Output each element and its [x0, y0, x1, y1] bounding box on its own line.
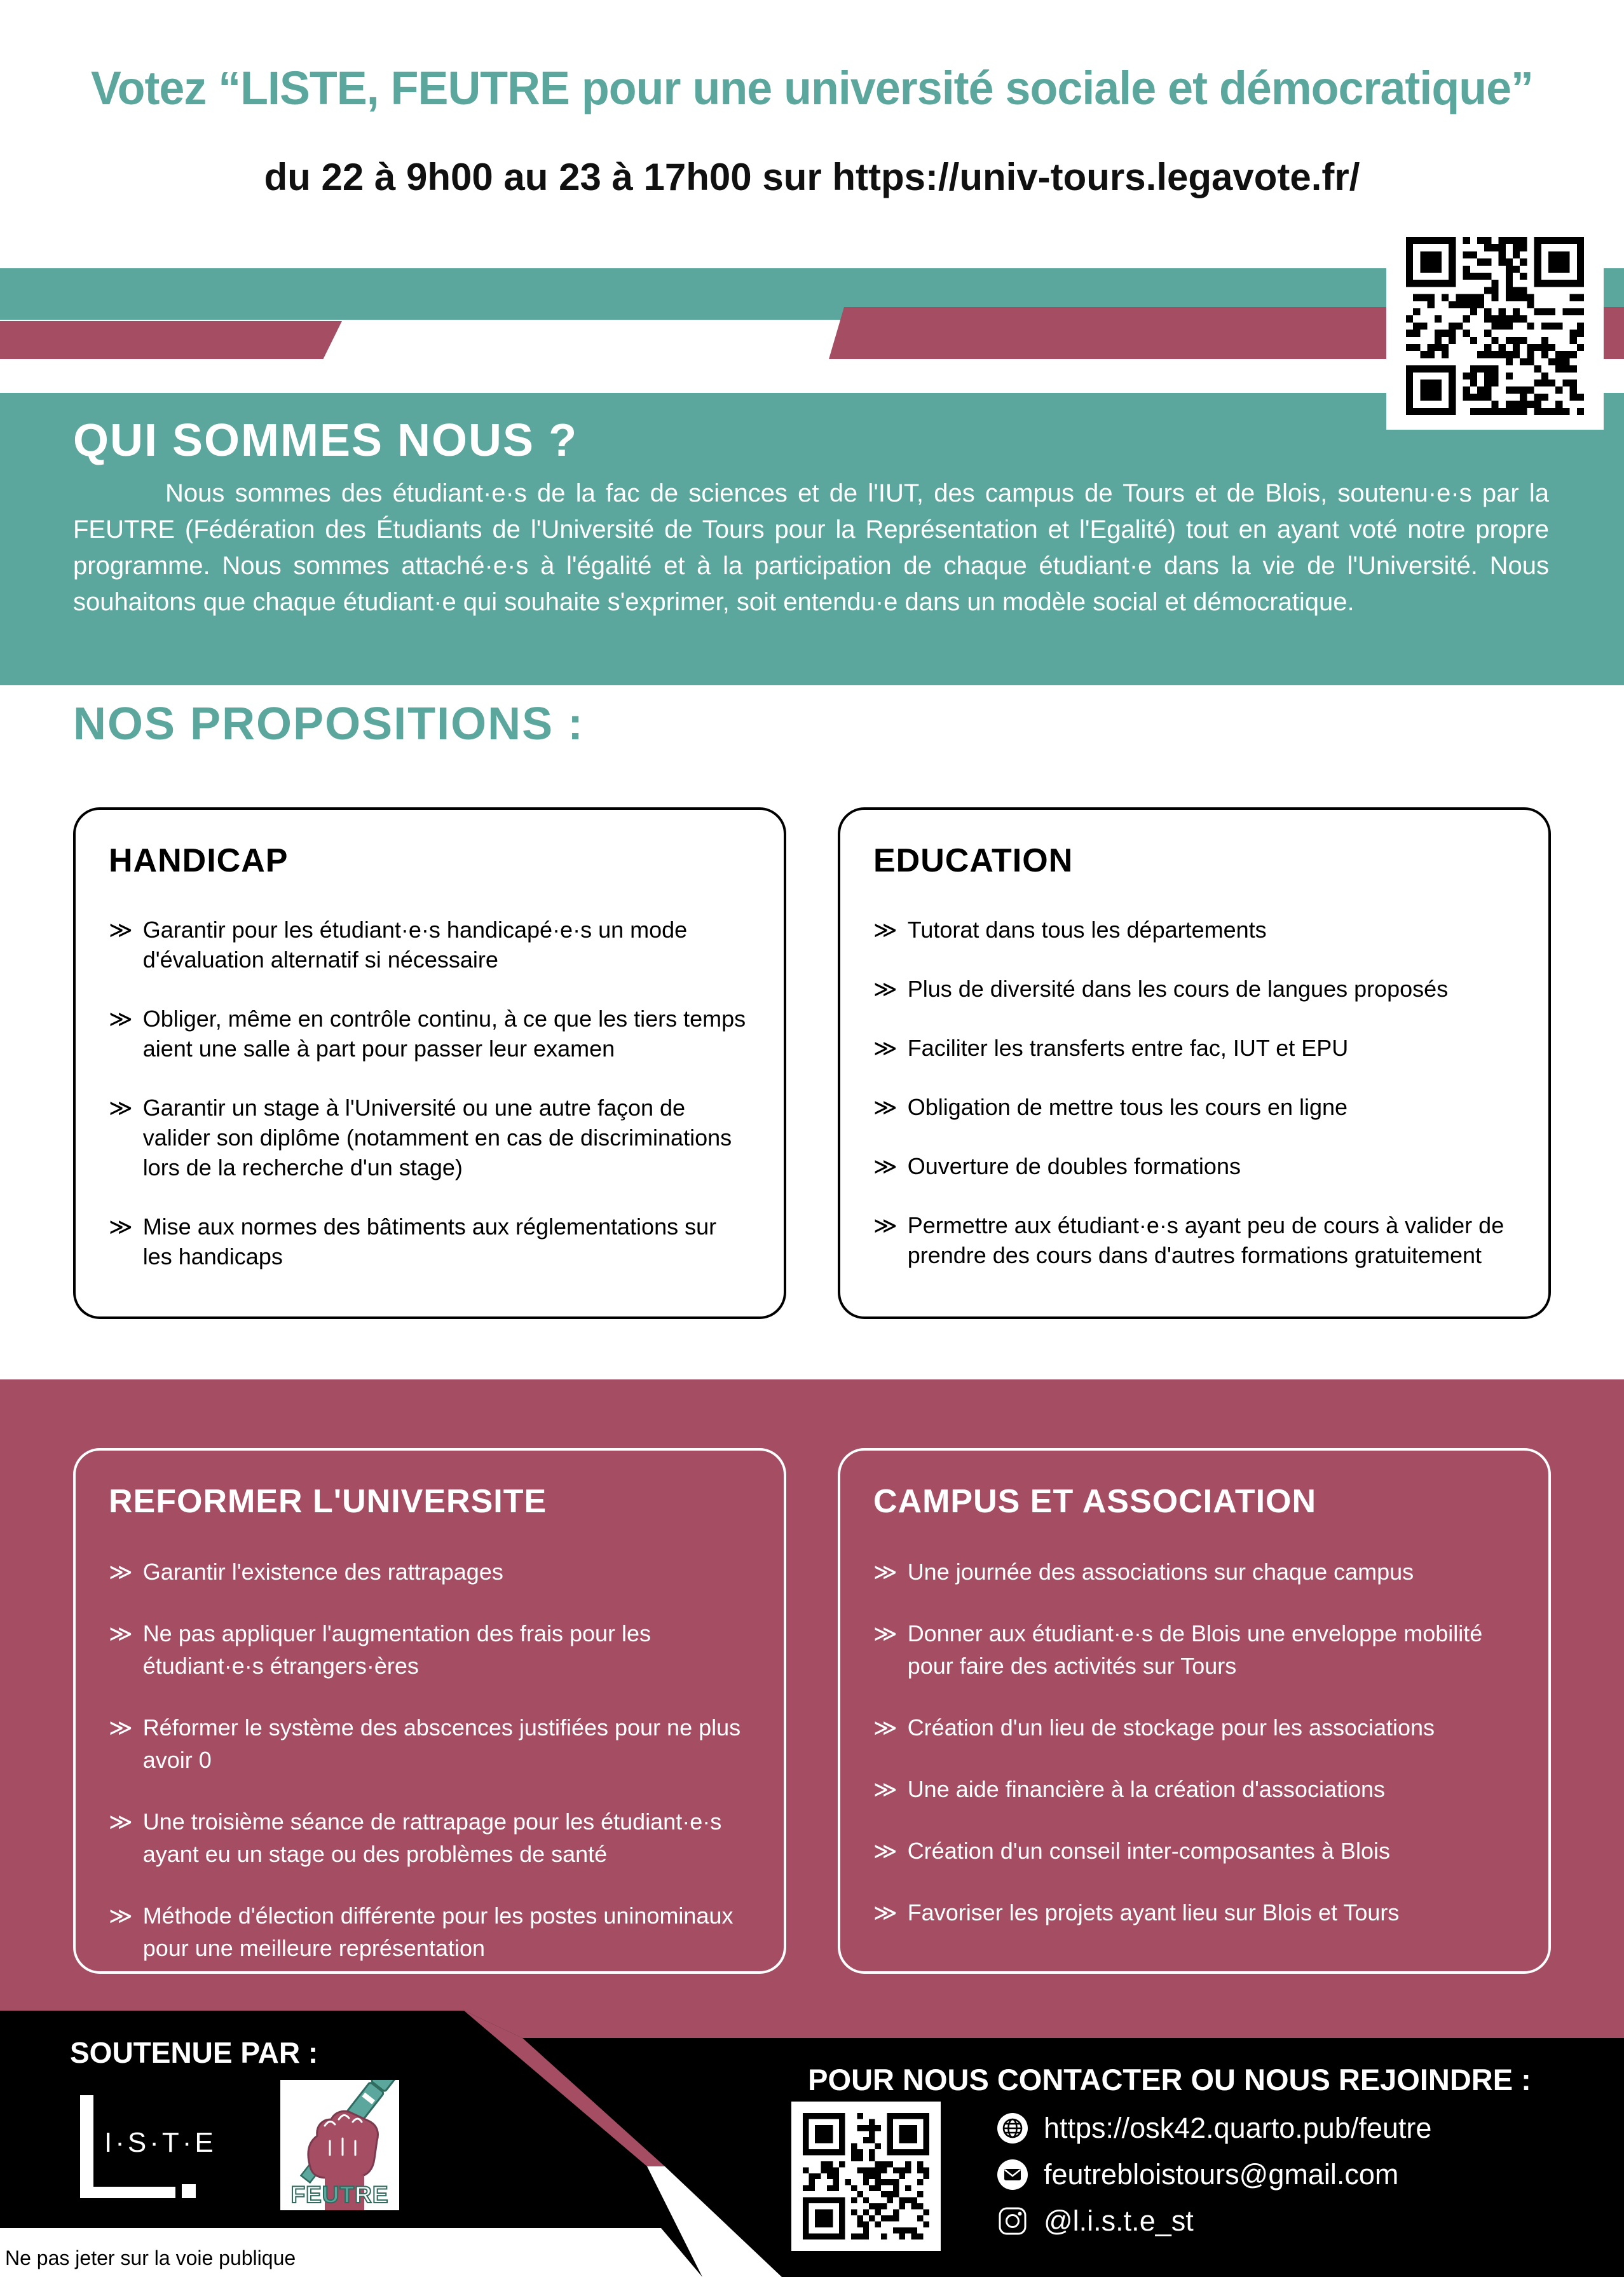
- qr-code-vote[interactable]: [1386, 222, 1604, 430]
- proposition-text: Création d'un conseil inter-composantes à Blois: [907, 1838, 1390, 1864]
- liste-logo-foot: [80, 2187, 175, 2198]
- who-paragraph: Nous sommes des étudiant·e·s de la fac de sciences et de l'IUT, des campus de Tours et de Blois, soutenu·e·s par la FEUTRE (Fédération des Étudiants de l'Université de Tours pour la Représentation et l'Egalité) tout en ayant voté notre propre programme. Nous sommes attaché·e·s à l'égalité et à la participation de chaque étudiant·e dans la vie de l'Université. Nous souhaitons que chaque étudiant·e qui souhaite s'exprimer, soit entendu·e dans un modèle social et démocratique.: [73, 479, 1549, 616]
- chevrons-bullet-icon: ≫: [873, 917, 897, 943]
- supported-by-heading: SOUTENUE PAR :: [70, 2036, 318, 2069]
- card-education: [838, 807, 1551, 1319]
- proposition-text: Obliger, même en contrôle continu, à ce que les tiers temps aient une salle à part pour passer leur examen: [142, 1006, 746, 1062]
- proposition-item: [109, 1556, 751, 1588]
- proposition-item: [873, 1092, 1515, 1122]
- proposition-text: Une aide financière à la création d'associations: [907, 1776, 1386, 1802]
- feutre-logo: [280, 2080, 399, 2210]
- proposition-item: [873, 1896, 1515, 1929]
- proposition-text: Plus de diversité dans les cours de langues proposés: [907, 976, 1449, 1002]
- proposition-item: [873, 974, 1515, 1004]
- chevrons-bullet-icon: ≫: [109, 1006, 133, 1032]
- proposition-text: Donner aux étudiant·e·s de Blois une enveloppe mobilité pour faire des activités sur Tours: [907, 1620, 1483, 1679]
- liste-logo-bar: [80, 2095, 93, 2198]
- propositions-heading: NOS PROPOSITIONS :: [73, 699, 585, 749]
- contact-item: [997, 2158, 1431, 2191]
- chevrons-bullet-icon: ≫: [873, 1838, 897, 1864]
- proposition-text: Réformer le système des abscences justifiées pour ne plus avoir 0: [142, 1714, 741, 1773]
- maroon-band-left-decor: [0, 321, 342, 359]
- vote-dates-url[interactable]: du 22 à 9h00 au 23 à 17h00 sur https://univ-tours.legavote.fr/: [264, 156, 1360, 198]
- contact-text[interactable]: feutrebloistours@gmail.com: [1044, 2158, 1399, 2191]
- globe-icon: [997, 2112, 1028, 2144]
- contact-item: [997, 2112, 1431, 2145]
- proposition-item: [109, 1711, 751, 1776]
- proposition-item: [873, 1773, 1515, 1805]
- card-reformer-universite: [73, 1448, 786, 1974]
- card-title: HANDICAP: [109, 842, 289, 879]
- liste-logo-letters: I·S·T·E: [104, 2127, 217, 2158]
- liste-logo-dot: [182, 2184, 196, 2198]
- card-campus-association: [838, 1448, 1551, 1974]
- chevrons-bullet-icon: ≫: [109, 1809, 133, 1835]
- proposition-text: Ouverture de doubles formations: [907, 1153, 1241, 1179]
- proposition-item: [873, 1617, 1515, 1682]
- card-items: [109, 1556, 751, 1964]
- proposition-text: Ne pas appliquer l'augmentation des frais pour les étudiant·e·s étrangers·ères: [142, 1620, 652, 1679]
- proposition-item: [109, 1004, 751, 1063]
- chevrons-bullet-icon: ≫: [873, 1776, 897, 1802]
- chevrons-bullet-icon: ≫: [873, 1899, 897, 1925]
- proposition-text: Méthode d'élection différente pour les postes uninominaux pour une meilleure représentation: [142, 1903, 734, 1961]
- chevrons-bullet-icon: ≫: [109, 1095, 133, 1121]
- instagram-icon: [997, 2205, 1028, 2237]
- card-items: [109, 915, 751, 1271]
- card-items: [873, 915, 1515, 1270]
- who-heading: QUI SOMMES NOUS ?: [73, 415, 578, 466]
- chevrons-bullet-icon: ≫: [109, 1903, 133, 1929]
- proposition-text: Une troisième séance de rattrapage pour les étudiant·e·s ayant eu un stage ou des problèmes de santé: [142, 1809, 722, 1867]
- proposition-item: [873, 1033, 1515, 1063]
- contact-text[interactable]: https://osk42.quarto.pub/feutre: [1044, 2112, 1432, 2144]
- proposition-text: Permettre aux étudiant·e·s ayant peu de cours à valider de prendre des cours dans d'autres formations gratuitement: [907, 1212, 1505, 1268]
- proposition-item: [873, 1151, 1515, 1181]
- proposition-text: Favoriser les projets ayant lieu sur Blois et Tours: [907, 1899, 1400, 1925]
- proposition-text: Garantir pour les étudiant·e·s handicapé·e·s un mode d'évaluation alternatif si nécessaire: [142, 917, 688, 973]
- proposition-item: [109, 1093, 751, 1182]
- proposition-text: Faciliter les transferts entre fac, IUT et EPU: [907, 1035, 1349, 1061]
- proposition-item: [873, 1711, 1515, 1744]
- chevrons-bullet-icon: ≫: [873, 1035, 897, 1061]
- contact-item: [997, 2205, 1431, 2238]
- qui-sommes-nous-section: [0, 393, 1624, 685]
- card-title: EDUCATION: [873, 842, 1074, 879]
- proposition-item: [109, 1617, 751, 1682]
- feutre-fist-pen-icon: [280, 2080, 399, 2210]
- proposition-text: Création d'un lieu de stockage pour les associations: [907, 1714, 1435, 1740]
- chevrons-bullet-icon: ≫: [873, 1153, 897, 1179]
- proposition-text: Garantir un stage à l'Université ou une autre façon de valider son diplôme (notamment en cas de discriminations lors de la recherche d'un stage): [142, 1095, 732, 1180]
- chevrons-bullet-icon: ≫: [873, 1212, 897, 1238]
- chevrons-bullet-icon: ≫: [109, 917, 133, 943]
- proposition-text: Garantir l'existence des rattrapages: [142, 1559, 503, 1585]
- chevrons-bullet-icon: ≫: [109, 1559, 133, 1585]
- proposition-item: [873, 1835, 1515, 1867]
- footer: [0, 1983, 1624, 2277]
- proposition-item: [873, 1210, 1515, 1270]
- chevrons-bullet-icon: ≫: [873, 1714, 897, 1740]
- proposition-item: [873, 1556, 1515, 1588]
- card-title: CAMPUS ET ASSOCIATION: [873, 1483, 1317, 1520]
- proposition-item: [109, 915, 751, 974]
- chevrons-bullet-icon: ≫: [873, 976, 897, 1002]
- proposition-item: [109, 1805, 751, 1870]
- proposition-text: Tutorat dans tous les départements: [907, 917, 1267, 943]
- qr-code-contact[interactable]: [791, 2102, 941, 2251]
- contact-text[interactable]: @l.i.s.t.e_st: [1044, 2205, 1194, 2237]
- qr-code-icon: [1406, 237, 1584, 415]
- proposition-text: Une journée des associations sur chaque campus: [907, 1559, 1414, 1585]
- proposition-item: [109, 1899, 751, 1964]
- liste-logo: [75, 2090, 217, 2211]
- card-title: REFORMER L'UNIVERSITE: [109, 1483, 547, 1520]
- main-title: Votez “LISTE, FEUTRE pour une université sociale et démocratique”: [91, 62, 1533, 114]
- chevrons-bullet-icon: ≫: [873, 1559, 897, 1585]
- proposition-item: [109, 1212, 751, 1271]
- contact-list: [997, 2112, 1431, 2238]
- chevrons-bullet-icon: ≫: [109, 1214, 133, 1240]
- chevrons-bullet-icon: ≫: [109, 1714, 133, 1740]
- svg-text:FEUTRE: FEUTRE: [290, 2182, 389, 2208]
- legal-note: Ne pas jeter sur la voie publique: [5, 2246, 296, 2269]
- card-handicap: [73, 807, 786, 1319]
- chevrons-bullet-icon: ≫: [873, 1094, 897, 1120]
- proposition-text: Obligation de mettre tous les cours en ligne: [907, 1094, 1348, 1120]
- card-items: [873, 1556, 1515, 1929]
- chevrons-bullet-icon: ≫: [873, 1620, 897, 1646]
- proposition-item: [873, 915, 1515, 945]
- chevrons-bullet-icon: ≫: [109, 1620, 133, 1646]
- contact-heading: POUR NOUS CONTACTER OU NOUS REJOINDRE :: [808, 2063, 1531, 2096]
- qr-code-icon: [803, 2113, 929, 2239]
- envelope-icon: [997, 2159, 1028, 2191]
- proposition-text: Mise aux normes des bâtiments aux réglementations sur les handicaps: [142, 1214, 717, 1269]
